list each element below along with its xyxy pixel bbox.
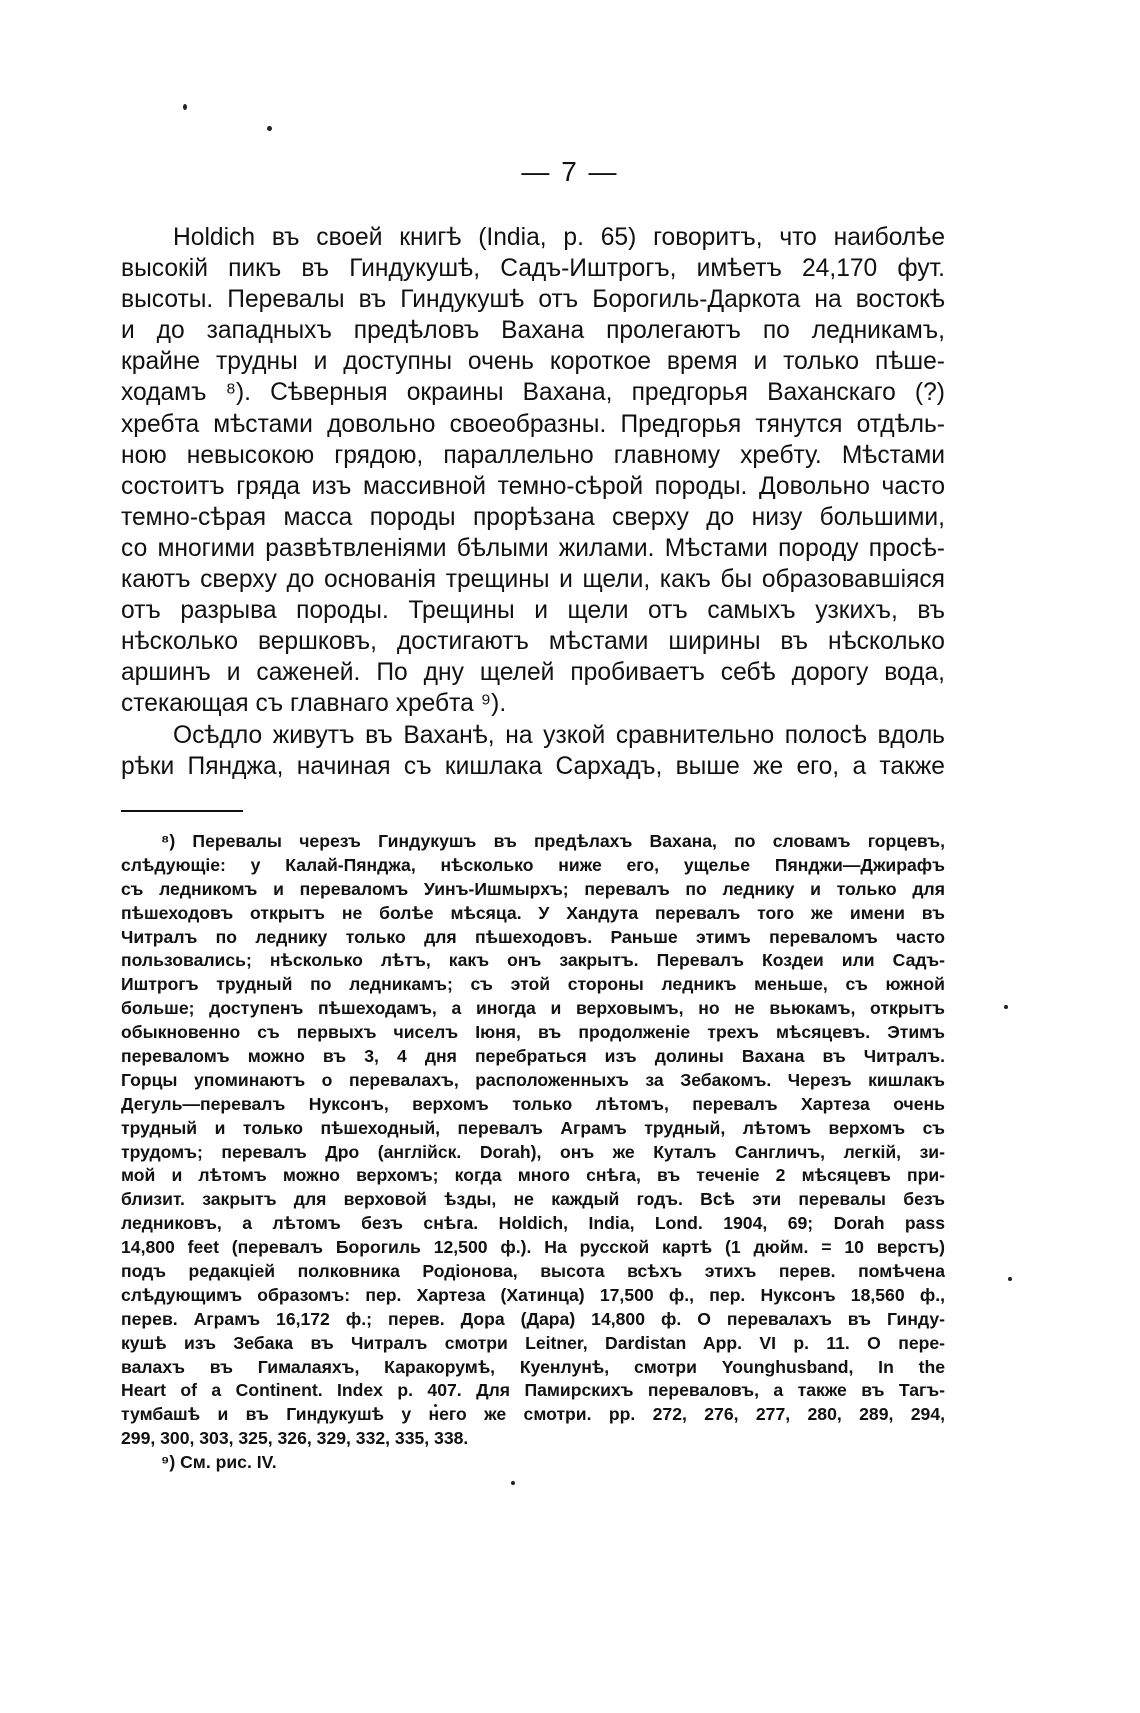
text-line: рѣки Пянджа, начиная съ кишлака Сархадъ, выше же его, а также: [121, 752, 945, 780]
footnote-line: 14,800 feet (перевалъ Борогиль 12,500 ф.). На русской картѣ (1 дюйм. = 10 верстъ): [121, 1237, 945, 1258]
footnote-line: Читралъ по леднику только для пѣшеходовъ. Раньше этимъ переваломъ часто: [121, 926, 945, 947]
print-speck: [183, 104, 187, 110]
text-line: аршинъ и саженей. По дну щелей пробиваетъ себѣ дорогу вода,: [121, 659, 945, 687]
footnote-line: Heart of a Continent. Index p. 407. Для Памирскихъ переваловъ, а также въ Тагъ-: [121, 1380, 945, 1401]
print-speck: [1008, 1277, 1012, 1281]
footnote-line: слѣдующіе: у Калай-Пянджа, нѣсколько ниже его, ущелье Пянджи—Джирафъ: [121, 854, 945, 875]
footnote-line: обыкновенно съ первыхъ чиселъ Іюня, въ продолженіе трехъ мѣсяцевъ. Этимъ: [121, 1022, 945, 1043]
text-line: каютъ сверху до основанія трещины и щели, какъ бы образовавшіяся: [121, 566, 945, 594]
footnote-line: трудомъ; перевалъ Дро (англійск. Dorah), онъ же Куталъ Сангличъ, легкій, зи-: [121, 1141, 945, 1162]
text-line: Holdich въ своей книгѣ (India, p. 65) говоритъ, что наиболѣе: [173, 224, 945, 251]
text-line: отъ разрыва породы. Трещины и щели отъ самыхъ узкихъ, въ: [121, 597, 945, 625]
print-speck: [511, 1481, 515, 1485]
footnote-line: переваломъ можно въ 3, 4 дня перебраться изъ долины Вахана въ Читралъ.: [121, 1046, 945, 1067]
footnote-line: пѣшеходовъ открытъ не болѣе мѣсяца. У Хандута перевалъ того же имени въ: [121, 902, 945, 923]
main-text: [121, 222, 945, 782]
footnote-line: 299, 300, 303, 325, 326, 329, 332, 335, 338.: [121, 1428, 469, 1449]
text-line: ною невысокою грядою, параллельно главному хребту. Мѣстами: [121, 441, 945, 469]
footnote-line: подъ редакціей полковника Родіонова, высота всѣхъ этихъ перев. помѣчена: [121, 1261, 945, 1282]
footnote-line: трудный и только пѣшеходный, перевалъ Аграмъ трудный, лѣтомъ верхомъ съ: [121, 1117, 945, 1138]
text-line: состоитъ гряда изъ массивной темно-сѣрой породы. Довольно часто: [121, 472, 945, 500]
text-line: нѣсколько вершковъ, достигаютъ мѣстами ширины въ нѣсколько: [121, 628, 945, 656]
footnote-line: ⁸) Перевалы черезъ Гиндукушъ въ предѣлахъ Вахана, по словамъ горцевъ,: [161, 831, 945, 851]
footnote-line: перев. Аграмъ 16,172 ф.; перев. Дора (Дара) 14,800 ф. О перевалахъ въ Гинду-: [121, 1308, 945, 1329]
footnote-line: тумбашѣ и въ Гиндукушѣ у него же смотри. pp. 272, 276, 277, 280, 289, 294,: [121, 1404, 945, 1425]
footnote-line: ледниковъ, а лѣтомъ безъ снѣга. Holdich, India, Lond. 1904, 69; Dorah pass: [121, 1213, 945, 1234]
footnote-line: пользовались; нѣсколько лѣтъ, какъ онъ закрытъ. Перевалъ Коздеи или Садъ-: [121, 950, 945, 971]
footnote-line: мой и лѣтомъ можно верхомъ; когда много снѣга, въ теченіе 2 мѣсяцевъ при-: [121, 1165, 945, 1186]
footnote-line: близит. закрытъ для верховой ѣзды, не каждый годъ. Всѣ эти перевалы безъ: [121, 1189, 945, 1210]
footnote-line: валахъ въ Гималаяхъ, Каракорумѣ, Куенлунѣ, смотри Younghusband, In the: [121, 1356, 945, 1377]
text-line: высокій пикъ въ Гиндукушѣ, Садъ-Иштрогъ, имѣетъ 24,170 фут.: [121, 255, 945, 283]
text-line: со многими развѣтвленіями бѣлыми жилами. Мѣстами породу просѣ-: [121, 534, 945, 562]
text-line: Осѣдло живутъ въ Ваханѣ, на узкой сравнительно полосѣ вдоль: [173, 721, 945, 749]
footnote-separator: [121, 810, 243, 812]
text-line: высоты. Перевалы въ Гиндукушѣ отъ Борогиль-Даркота на востокѣ: [121, 286, 945, 314]
print-speck: [1004, 1005, 1008, 1009]
footnote-line: Иштрогъ трудный по ледникамъ; съ этой стороны ледникъ меньше, съ южной: [121, 974, 945, 995]
print-speck: [267, 126, 272, 131]
footnote-line: кушѣ изъ Зебака въ Читралъ смотри Leitner, Dardistan App. VI p. 11. О пере-: [121, 1332, 945, 1353]
footnote-line: Дегуль—перевалъ Нуксонъ, верхомъ только лѣтомъ, перевалъ Хартеза очень: [121, 1093, 945, 1114]
text-line: темно-сѣрая масса породы прорѣзана сверху до низу большими,: [121, 503, 945, 531]
text-line: хребта мѣстами довольно своеобразны. Предгорья тянутся отдѣль-: [121, 410, 945, 438]
footnotes: [121, 830, 945, 1475]
text-line: и до западныхъ предѣловъ Вахана пролегаютъ по ледникамъ,: [121, 317, 945, 345]
footnote-line: съ ледникомъ и переваломъ Уинъ-Ишмырхъ; перевалъ по леднику и только для: [121, 878, 945, 899]
footnote-line: ⁹) См. рис. IV.: [161, 1452, 277, 1473]
text-line: ходамъ ⁸). Сѣверныя окраины Вахана, предгорья Ваханскаго (?): [121, 379, 945, 407]
text-line: стекающая съ главнаго хребта ⁹).: [121, 690, 507, 718]
footnote-line: слѣдующимъ образомъ: пер. Хартеза (Хатинца) 17,500 ф., пер. Нуксонъ 18,560 ф.,: [121, 1284, 945, 1305]
text-line: крайне трудны и доступны очень короткое время и только пѣше-: [121, 348, 945, 376]
footnote-line: больше; доступенъ пѣшеходамъ, а иногда и верховымъ, но не вьюкамъ, открытъ: [121, 998, 945, 1019]
page-number: — 7 —: [521, 156, 619, 187]
footnote-line: Горцы упоминаютъ о перевалахъ, расположенныхъ за Зебакомъ. Черезъ кишлакъ: [121, 1069, 945, 1090]
